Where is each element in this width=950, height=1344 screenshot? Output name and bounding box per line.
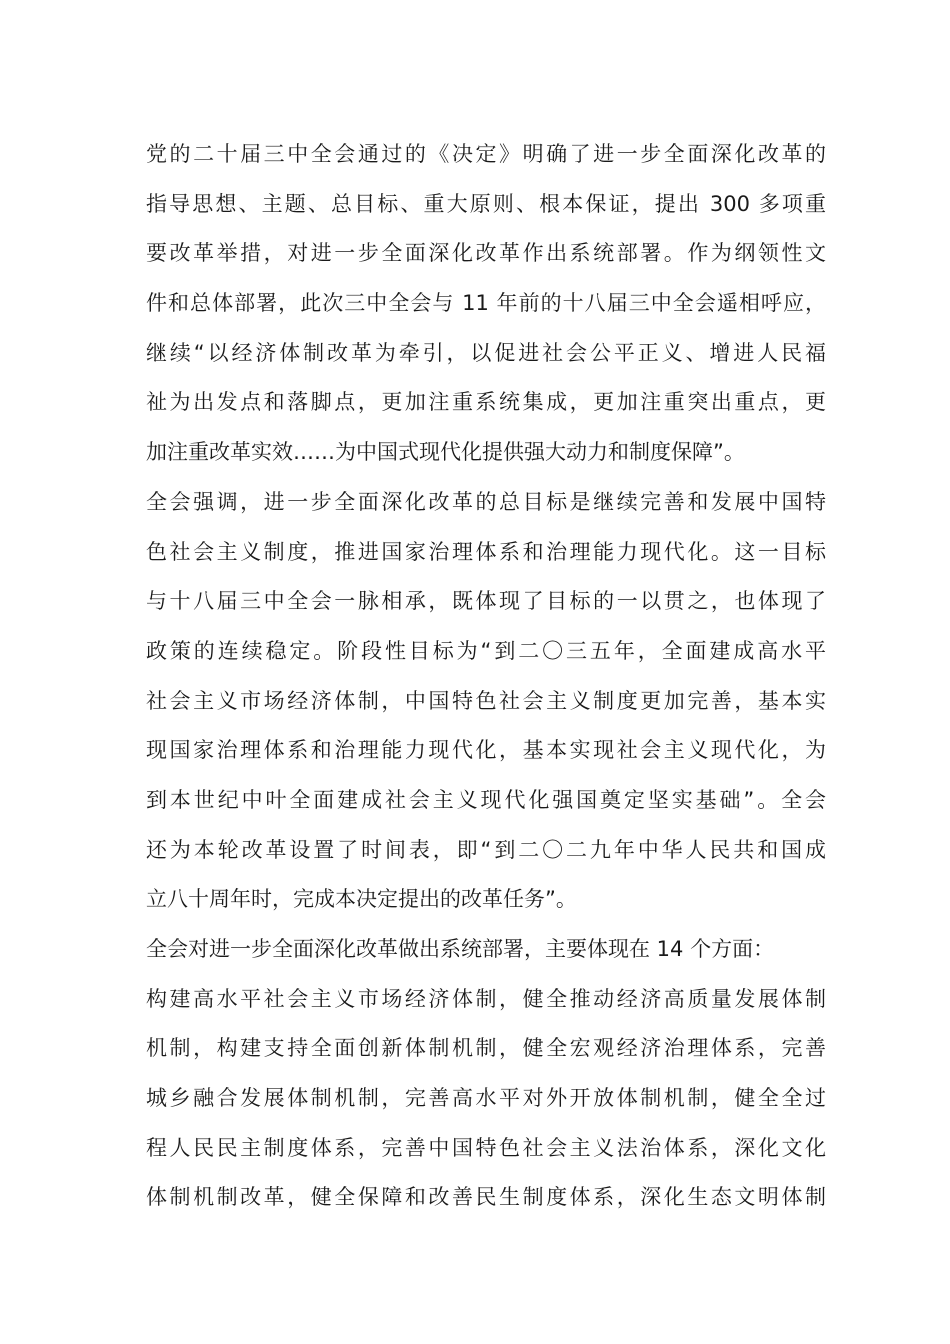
text-line-4: 件和总体部署，此次三中全会与 11 年前的十八届三中全会遥相呼应， (146, 291, 826, 316)
text-line-17: 全会对进一步全面深化改革做出系统部署，主要体现在 14 个方面： (146, 937, 775, 961)
text-line-3: 要改革举措，对进一步全面深化改革作出系统部署。作为纲领性文 (146, 241, 826, 266)
text-line-16: 立八十周年时，完成本决定提出的改革任务”。 (146, 887, 577, 912)
text-line-14: 到本世纪中叶全面建成社会主义现代化强国奠定坚实基础”。全会 (146, 787, 826, 812)
text-line-18: 构建高水平社会主义市场经济体制，健全推动经济高质量发展体制 (146, 986, 826, 1011)
text-line-1: 党的二十届三中全会通过的《决定》明确了进一步全面深化改革的 (146, 142, 826, 166)
text-line-2: 指导思想、主题、总目标、重大原则、根本保证，提出 300 多项重 (146, 191, 826, 216)
text-line-9: 色社会主义制度，推进国家治理体系和治理能力现代化。这一目标 (146, 539, 826, 564)
text-line-22: 体制机制改革，健全保障和改善民生制度体系，深化生态文明体制 (146, 1185, 826, 1210)
text-line-6: 祉为出发点和落脚点，更加注重系统集成，更加注重突出重点，更 (146, 390, 826, 415)
text-line-15: 还为本轮改革设置了时间表，即“到二〇二九年中华人民共和国成 (146, 837, 826, 862)
text-line-12: 社会主义市场经济体制，中国特色社会主义制度更加完善，基本实 (146, 688, 826, 713)
text-line-21: 程人民民主制度体系，完善中国特色社会主义法治体系，深化文化 (146, 1135, 826, 1160)
document-body (146, 130, 826, 1223)
text-line-11: 政策的连续稳定。阶段性目标为“到二〇三五年，全面建成高水平 (146, 638, 826, 663)
text-line-8: 全会强调，进一步全面深化改革的总目标是继续完善和发展中国特 (146, 489, 826, 514)
text-line-20: 城乡融合发展体制机制，完善高水平对外开放体制机制，健全全过 (146, 1086, 826, 1111)
text-line-13: 现国家治理体系和治理能力现代化，基本实现社会主义现代化，为 (146, 738, 826, 763)
text-line-19: 机制，构建支持全面创新体制机制，健全宏观经济治理体系，完善 (146, 1036, 826, 1061)
text-line-7: 加注重改革实效……为中国式现代化提供强大动力和制度保障”。 (146, 440, 745, 465)
text-line-10: 与十八届三中全会一脉相承，既体现了目标的一以贯之，也体现了 (146, 589, 826, 614)
text-line-5: 继续“以经济体制改革为牵引，以促进社会公平正义、增进人民福 (146, 340, 826, 365)
